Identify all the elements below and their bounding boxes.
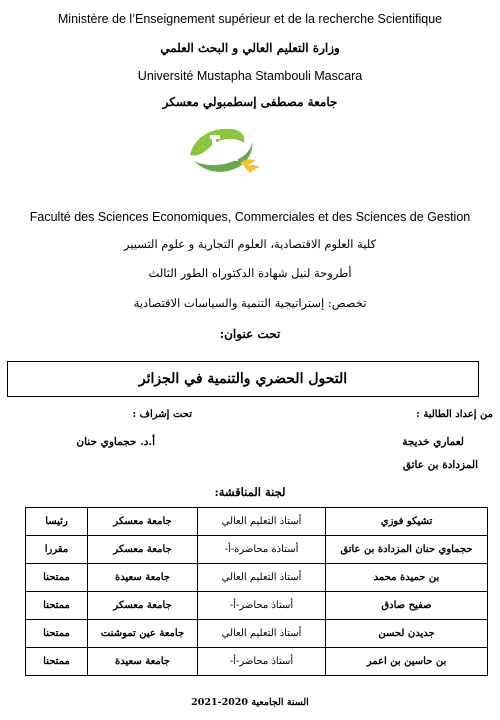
student-name-2: المزدادة بن عاتق xyxy=(402,459,478,471)
member-role: ممتحنا xyxy=(26,564,88,592)
under-title-label: تحت عنوان: xyxy=(219,327,281,341)
member-university: جامعة سعيدة xyxy=(88,564,198,592)
committee-table xyxy=(25,507,488,676)
member-rank: أستاذ التعليم العالي xyxy=(198,620,326,648)
ministry-name-ar: وزارة التعليم العالي و البحث العلمي xyxy=(160,41,340,55)
member-role: مقررا xyxy=(26,536,88,564)
member-university: جامعة معسكر xyxy=(88,536,198,564)
member-university: جامعة عين تموشنت xyxy=(88,620,198,648)
member-role: رئيسا xyxy=(26,508,88,536)
academic-year: السنة الجامعية 2020-2021 xyxy=(191,697,309,708)
thesis-degree: أطروحة لنيل شهادة الدكتوراه الطور الثالث xyxy=(148,266,352,280)
university-name-ar: جامعة مصطفى إسطمبولي معسكر xyxy=(162,95,338,109)
committee-row xyxy=(26,508,488,536)
university-name-fr: Université Mustapha Stambouli Mascara xyxy=(137,69,363,83)
member-name: صفيح صادق xyxy=(326,592,488,620)
supervision-label: تحت إشراف : xyxy=(132,409,192,420)
committee-row xyxy=(26,648,488,676)
prepared-by-label: من إعداد الطالبة : xyxy=(416,409,493,420)
committee-row xyxy=(26,620,488,648)
committee-row xyxy=(26,536,488,564)
member-role: ممتحنا xyxy=(26,620,88,648)
committee-title: لجنة المناقشة: xyxy=(214,485,286,499)
thesis-specialty: تخصص: إستراتيجية التنمية والسياسات الاقتصادية xyxy=(133,296,367,310)
member-name: حجماوي حنان المزدادة بن عاتق xyxy=(326,536,488,564)
university-logo xyxy=(180,117,270,179)
member-university: جامعة معسكر xyxy=(88,508,198,536)
member-university: جامعة معسكر xyxy=(88,592,198,620)
member-role: ممتحنا xyxy=(26,592,88,620)
faculty-name-fr: Faculté des Sciences Economiques, Commerciales et des Sciences de Gestion xyxy=(29,210,471,224)
committee-row xyxy=(26,592,488,620)
member-rank: أستاذة محاضرة-أ- xyxy=(198,536,326,564)
member-role: ممتحنا xyxy=(26,648,88,676)
faculty-name-ar: كلية العلوم الاقتصادية، العلوم التجارية و علوم التسيير xyxy=(123,237,377,251)
thesis-title: التحول الحضري والتنمية في الجزائر xyxy=(138,371,348,387)
ministry-name-fr: Ministère de l’Enseignement supérieur et de la recherche Scientifique xyxy=(57,12,443,26)
member-name: تشيكو فوزي xyxy=(326,508,488,536)
supervisor-name: أ.د. حجماوي حنان xyxy=(76,436,155,448)
thesis-title-box xyxy=(7,361,479,397)
member-name: بن حميدة محمد xyxy=(326,564,488,592)
committee-row xyxy=(26,564,488,592)
member-name: جديدن لحسن xyxy=(326,620,488,648)
member-name: بن حاسين بن اعمر xyxy=(326,648,488,676)
member-university: جامعة سعيدة xyxy=(88,648,198,676)
member-rank: أستاذ محاضر-أ- xyxy=(198,592,326,620)
student-name-1: لعماري خديجة xyxy=(402,436,464,448)
member-rank: أستاذ التعليم العالي xyxy=(198,564,326,592)
member-rank: أستاذ التعليم العالي xyxy=(198,508,326,536)
member-rank: أستاذ محاضر-أ- xyxy=(198,648,326,676)
